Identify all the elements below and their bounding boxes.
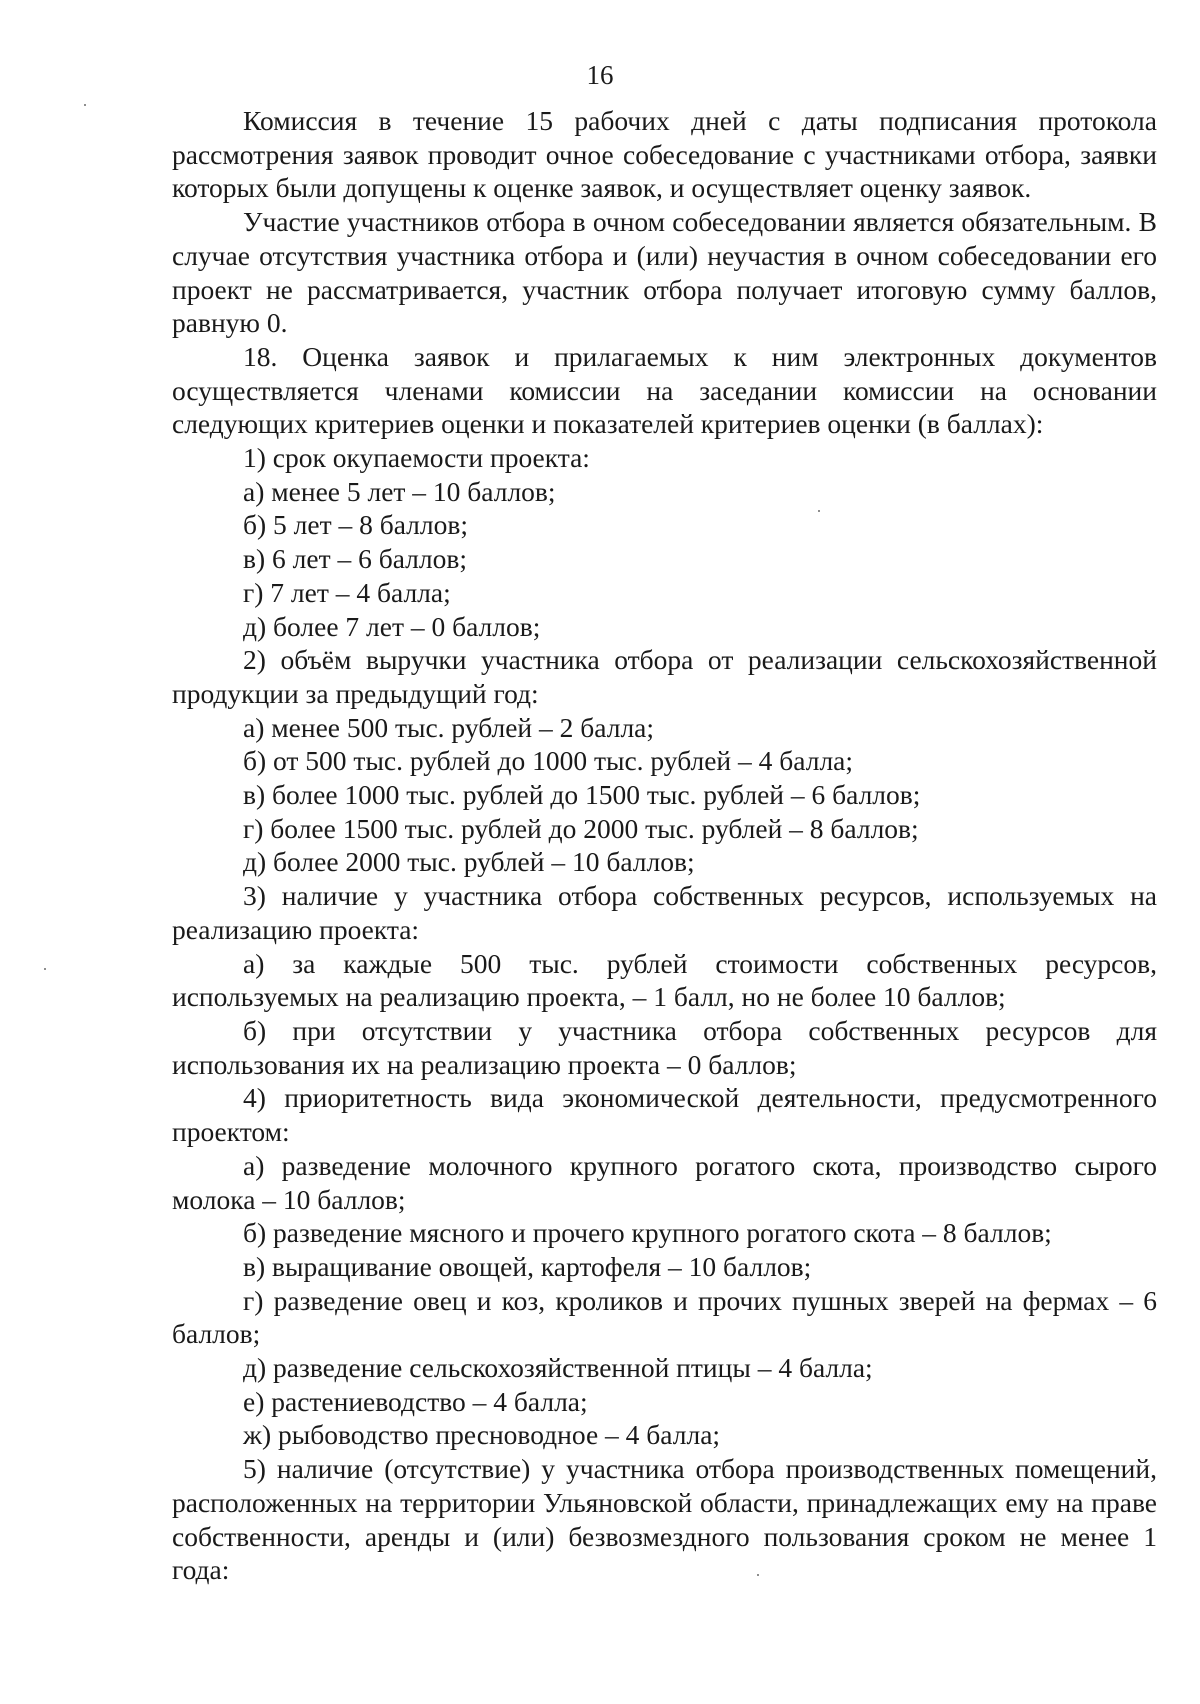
criterion-5-heading: 5) наличие (отсутствие) у участника отбора производственных помещений, расположенных на территории Ульяновской области, принадлежащих ему на праве собственности, аренды и (или) безвозмездного пользования сроком не менее 1 года: (172, 1453, 1157, 1586)
criterion-3-option-a: а) за каждые 500 тыс. рублей стоимости собственных ресурсов, используемых на реализацию проекта, – 1 балл, но не более 10 баллов; (172, 947, 1157, 1013)
criterion-4-option-v: в) выращивание овощей, картофеля – 10 баллов; (243, 1250, 812, 1282)
criterion-2-option-a: а) менее 500 тыс. рублей – 2 балла; (243, 711, 655, 743)
criterion-2-option-d: д) более 2000 тыс. рублей – 10 баллов; (243, 846, 695, 878)
criterion-4-heading: 4) приоритетность вида экономической деятельности, предусмотренного проектом: (172, 1082, 1157, 1148)
page-number: 16 (586, 60, 614, 90)
criterion-4-option-e: е) растениеводство – 4 балла; (243, 1385, 588, 1417)
criterion-1-option-g: г) 7 лет – 4 балла; (243, 576, 451, 608)
criterion-4-option-a: а) разведение молочного крупного рогатого скота, производство сырого молока – 10 баллов; (172, 1149, 1157, 1215)
criterion-2-option-g: г) более 1500 тыс. рублей до 2000 тыс. рублей – 8 баллов; (243, 812, 919, 844)
criterion-4-option-g: г) разведение овец и коз, кроликов и прочих пушных зверей на фермах – 6 баллов; (172, 1284, 1157, 1350)
criterion-1-option-b: б) 5 лет – 8 баллов; (243, 509, 468, 541)
criterion-2-option-b: б) от 500 тыс. рублей до 1000 тыс. рублей – 4 балла; (243, 745, 854, 777)
criterion-3-heading: 3) наличие у участника отбора собственных ресурсов, используемых на реализацию проекта: (172, 880, 1157, 945)
criterion-4-option-zh: ж) рыбоводство пресноводное – 4 балла; (243, 1419, 721, 1451)
criterion-2-heading: 2) объём выручки участника отбора от реализации сельскохозяйственной продукции за предыдущий год: (172, 644, 1157, 709)
criterion-1-option-d: д) более 7 лет – 0 баллов; (243, 610, 541, 642)
criterion-1-option-a: а) менее 5 лет – 10 баллов; (243, 475, 556, 507)
paragraph-commission-interview: Комиссия в течение 15 рабочих дней с даты подписания протокола рассмотрения заявок проводит очное собеседование с участниками отбора, заявки которых были допущены к оценке заявок, и осуществляет оценку заявок. (172, 105, 1157, 204)
scan-speck (818, 510, 820, 512)
criterion-1-option-v: в) 6 лет – 6 баллов; (243, 543, 467, 575)
criterion-2-option-v: в) более 1000 тыс. рублей до 1500 тыс. рублей – 6 баллов; (243, 779, 921, 811)
criterion-3-option-b: б) при отсутствии у участника отбора собственных ресурсов для использования их на реализацию проекта – 0 баллов; (172, 1014, 1157, 1080)
scan-speck (44, 968, 46, 970)
criterion-1-heading: 1) срок окупаемости проекта: (243, 442, 590, 474)
document-body (172, 104, 1157, 1587)
paragraph-item-18: 18. Оценка заявок и прилагаемых к ним электронных документов осуществляется членами комиссии на заседании комиссии на основании следующих критериев оценки и показателей критериев оценки (в баллах): (172, 340, 1157, 440)
criterion-4-option-d: д) разведение сельскохозяйственной птицы – 4 балла; (243, 1352, 873, 1384)
scan-speck (84, 104, 86, 106)
paragraph-participation-required: Участие участников отбора в очном собеседовании является обязательным. В случае отсутствия участника отбора и (или) неучастия в очном собеседовании его проект не рассматривается, участник отбора получает итоговую сумму баллов, равную 0. (172, 206, 1157, 339)
criterion-4-option-b: б) разведение мясного и прочего крупного рогатого скота – 8 баллов; (243, 1217, 1052, 1249)
scan-speck (757, 1574, 759, 1576)
